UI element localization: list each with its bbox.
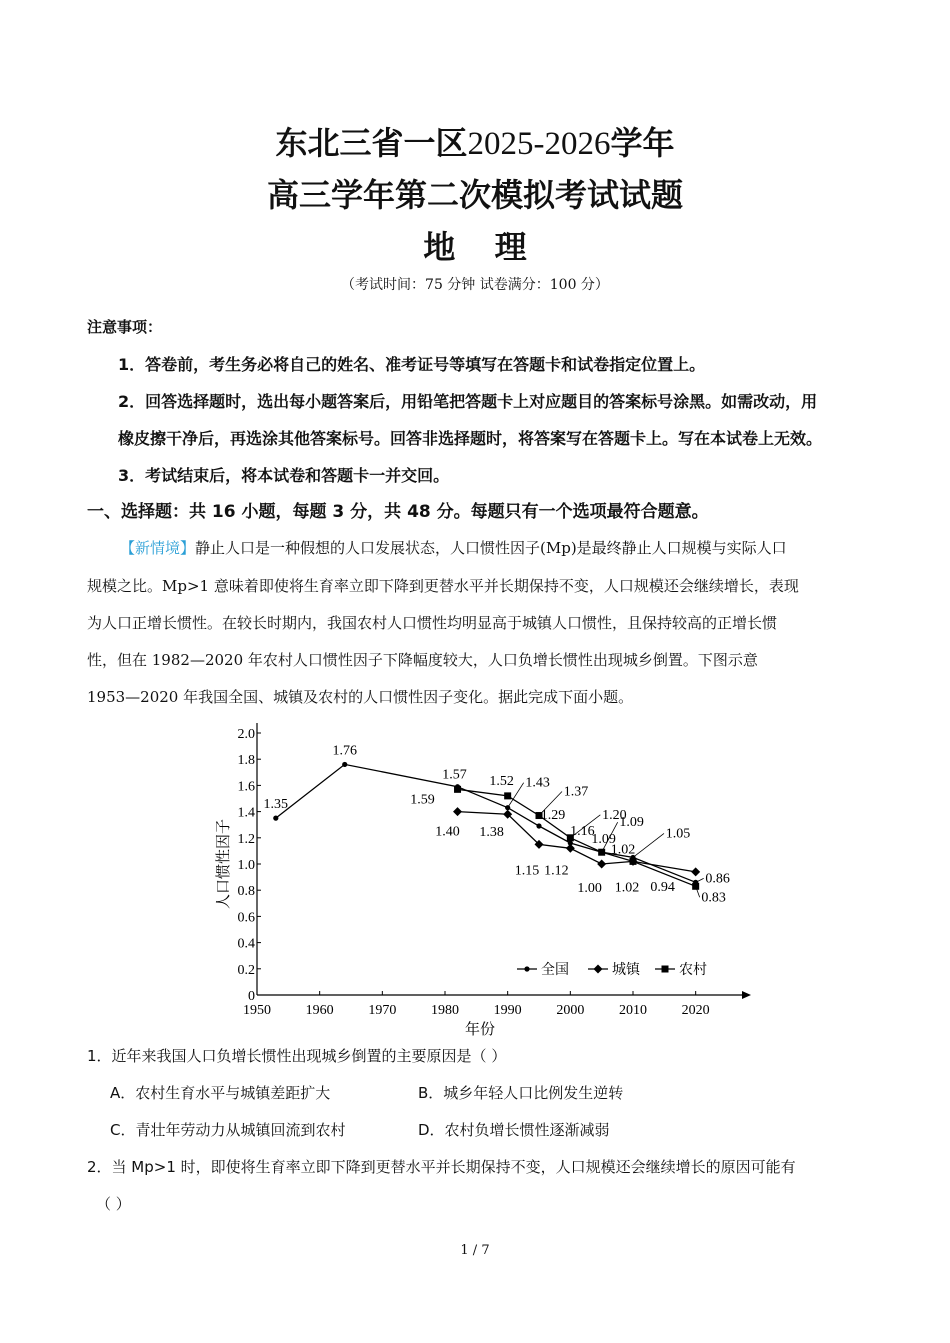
notice-heading: 注意事项： (87, 318, 163, 336)
y-tick-label: 2.0 (237, 727, 255, 742)
notice-item-2a: 2．回答选择题时，选出每小题答案后，用铅笔把答题卡上对应题目的答案标号涂黑。如需改动，用 (118, 392, 818, 411)
context-line-3: 为人口正增长惯性。在较长时期内，我国农村人口惯性均明显高于城镇人口惯性，且保持较高的正增长惯 (87, 614, 778, 632)
legend-marker-1 (524, 966, 529, 971)
series-1-point (342, 762, 347, 767)
question-2: 2．当 Mp>1 时，即使将生育率立即下降到更替水平并长期保持不变，人口规模还会继续增长的原因可能有 (87, 1158, 796, 1176)
y-tick-label: 0.8 (237, 884, 255, 900)
label-leader-line (633, 833, 664, 857)
title-region: 东北三省一区 (275, 124, 468, 162)
series-3-point (630, 858, 637, 865)
data-label: 1.29 (540, 808, 566, 824)
series-1-point (536, 823, 541, 828)
series-3-point (598, 849, 605, 856)
y-tick-label: 1.0 (237, 858, 255, 873)
data-label: 1.35 (263, 797, 289, 813)
question-1-option-d: D．农村负增长惯性逐渐减弱 (418, 1121, 610, 1139)
series-2-point (691, 867, 700, 876)
data-label: 1.09 (619, 815, 644, 831)
context-line-5: 1953—2020 年我国全国、城镇及农村的人口惯性因子变化。据此完成下面小题。 (87, 688, 634, 706)
question-1-option-c: C．青壮年劳动力从城镇回流到农村 (110, 1121, 346, 1139)
y-tick-label: 0.4 (237, 936, 255, 952)
y-tick-label: 1.4 (237, 805, 255, 821)
data-label: 1.38 (479, 825, 504, 841)
data-label: 1.02 (610, 842, 636, 858)
question-2-bracket: （ ） (96, 1195, 131, 1213)
data-label: 0.83 (701, 890, 726, 906)
data-label: 1.37 (563, 784, 589, 800)
y-tick-label: 1.6 (237, 779, 255, 795)
series-1-point (505, 805, 510, 810)
x-tick-label: 2010 (619, 1003, 647, 1018)
data-label: 1.09 (591, 832, 616, 848)
series-3-point (504, 792, 511, 799)
context-line-4: 性，但在 1982—2020 年农村人口惯性因子下降幅度较大，人口负增长惯性出现城乡倒置。下图示意 (87, 651, 758, 669)
subject-title: 地 理 (423, 228, 541, 266)
y-axis-label: 人口惯性因子 (216, 818, 232, 910)
data-label: 1.76 (332, 743, 357, 759)
title-year-suffix: 学年 (610, 124, 675, 162)
y-tick-label: 1.8 (237, 753, 255, 769)
question-1: 1．近年来我国人口负增长惯性出现城乡倒置的主要原因是（ ） (87, 1047, 507, 1065)
series-3-point (454, 786, 461, 793)
question-1-option-b: B．城乡年轻人口比例发生逆转 (418, 1084, 624, 1102)
data-label: 1.52 (489, 773, 514, 789)
data-label: 1.15 (514, 863, 540, 879)
x-axis-arrow (742, 991, 751, 999)
exam-title-line2: 高三学年第二次模拟考试试题 (266, 176, 683, 214)
exam-info: （考试时间：75 分钟 试卷满分：100 分） (341, 277, 609, 293)
legend-label-2: 城镇 (612, 963, 640, 978)
series-2-point (566, 844, 575, 853)
data-label: 1.59 (410, 792, 435, 808)
data-label: 1.00 (577, 881, 602, 896)
data-label: 1.20 (602, 807, 627, 823)
x-tick-label: 1970 (368, 1003, 397, 1018)
page-number: 1 / 7 (460, 1243, 490, 1258)
question-1-option-a: A．农村生育水平与城镇差距扩大 (110, 1084, 331, 1102)
data-label: 1.16 (570, 824, 595, 840)
legend-marker-3 (662, 966, 669, 973)
context-line-2: 规模之比。Mp>1 意味着即使将生育率立即下降到更替水平并长期保持不变，人口规模还会继续增长，表现 (87, 577, 799, 595)
population-inertia-chart (0, 715, 950, 1045)
title-year: 2025-2026 (467, 126, 611, 162)
x-tick-label: 1950 (243, 1003, 271, 1018)
data-label: 0.86 (705, 871, 730, 887)
series-1-point (273, 816, 278, 821)
series-2-point (597, 860, 606, 869)
data-label: 1.43 (525, 775, 550, 791)
context-line-1 (120, 537, 900, 558)
exam-title-line1 (0, 118, 950, 164)
legend-label-1: 全国 (541, 963, 569, 978)
x-tick-label: 2000 (556, 1003, 585, 1018)
data-label: 1.02 (614, 880, 640, 896)
y-tick-label: 1.2 (237, 831, 255, 847)
x-tick-label: 1960 (305, 1003, 334, 1018)
legend-marker-2 (594, 965, 603, 974)
notice-item-1: 1．答卷前，考生务必将自己的姓名、准考证号等填写在答题卡和试卷指定位置上。 (118, 355, 706, 374)
data-label: 1.05 (665, 826, 691, 842)
x-tick-label: 1990 (493, 1003, 522, 1018)
y-tick-label: 0.2 (237, 962, 255, 978)
x-tick-label: 2020 (681, 1003, 710, 1018)
y-tick-label: 0 (248, 989, 255, 1004)
context-tag: 【新情境】 (120, 539, 196, 557)
x-axis-label: 年份 (464, 1022, 496, 1038)
series-line-2 (458, 812, 696, 872)
context-text-1: 静止人口是一种假想的人口发展状态，人口惯性因子(Mp)是最终静止人口规模与实际人口 (195, 539, 787, 557)
series-2-point (453, 807, 462, 816)
data-label: 1.12 (544, 863, 569, 879)
section-heading: 一、选择题：共 16 小题，每题 3 分，共 48 分。每题只有一个选项最符合题意。 (87, 502, 709, 522)
y-tick-label: 0.6 (237, 910, 255, 926)
legend-label-3: 农村 (679, 963, 707, 978)
data-label: 0.94 (650, 879, 675, 895)
x-tick-label: 1980 (431, 1003, 459, 1018)
notice-item-2b: 橡皮擦干净后，再选涂其他答案标号。回答非选择题时，将答案写在答题卡上。写在本试卷上无效。 (118, 429, 823, 448)
data-label: 1.40 (435, 824, 460, 840)
notice-item-3: 3．考试结束后，将本试卷和答题卡一并交回。 (118, 466, 450, 485)
data-label: 1.57 (442, 767, 467, 783)
